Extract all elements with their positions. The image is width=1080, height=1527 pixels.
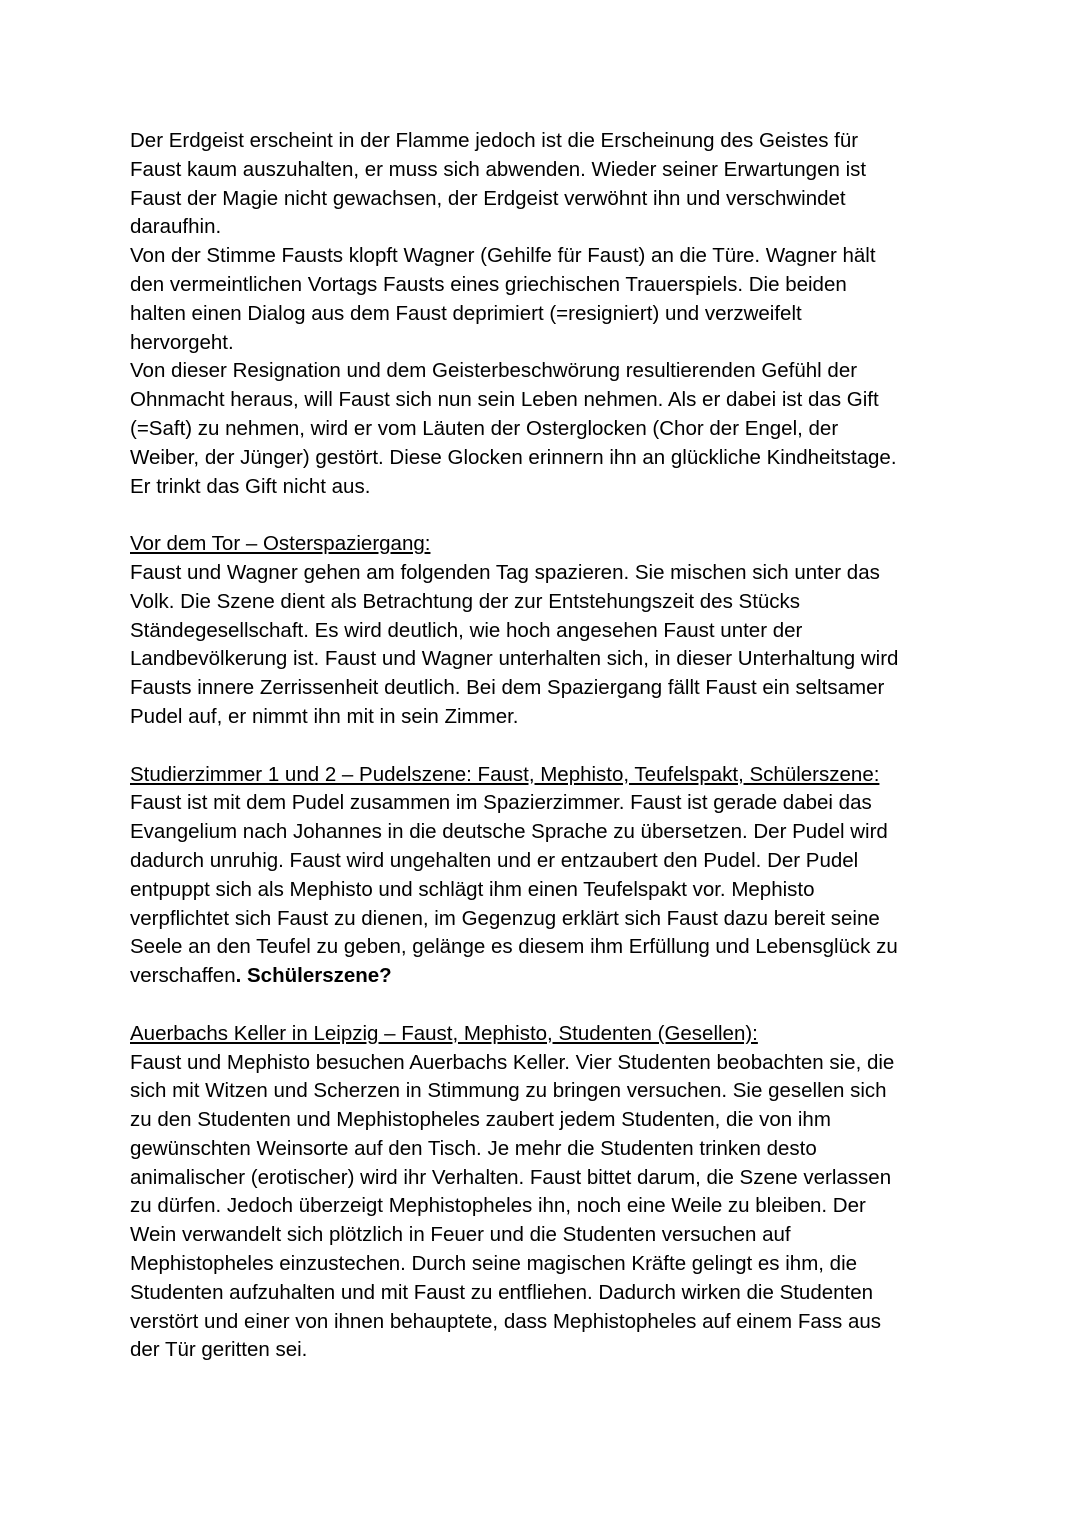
text-line: Von der Stimme Fausts klopft Wagner (Gehilfe für Faust) an die Türe. Wagner hält — [130, 244, 876, 268]
paragraph-spacer — [130, 501, 960, 530]
text-line: Fausts innere Zerrissenheit deutlich. Bei dem Spaziergang fällt Faust ein seltsamer — [130, 676, 885, 700]
text-bold-note: . Schülerszene? — [235, 964, 392, 988]
text-line: den vermeintlichen Vortags Fausts eines griechischen Trauerspiels. Die beiden — [130, 272, 847, 296]
text-line: Von dieser Resignation und dem Geisterbeschwörung resultierenden Gefühl der — [130, 359, 858, 383]
text-line: Faust kaum auszuhalten, er muss sich abwenden. Wieder seiner Erwartungen ist — [130, 157, 867, 181]
text-line: Der Erdgeist erscheint in der Flamme jedoch ist die Erscheinung des Geistes für — [130, 129, 859, 152]
text-line: hervorgeht. — [130, 330, 234, 354]
text-line: Ohnmacht heraus, will Faust sich nun sein Leben nehmen. Als er dabei ist das Gift — [130, 388, 879, 412]
text-line: Faust und Mephisto besuchen Auerbachs Keller. Vier Studenten beobachten sie, die — [130, 1050, 895, 1074]
text-line: Studenten aufzuhalten und mit Faust zu entfliehen. Dadurch wirken die Studenten — [130, 1280, 874, 1304]
text-line: zu dürfen. Jedoch überzeigt Mephistopheles ihn, noch eine Weile zu bleiben. Der — [130, 1194, 866, 1218]
text-line: Ständegesellschaft. Es wird deutlich, wie hoch angesehen Faust unter der — [130, 618, 803, 642]
text-line: verpflichtet sich Faust zu dienen, im Gegenzug erklärt sich Faust dazu bereit seine — [130, 906, 880, 930]
text-plain: verschaffen — [130, 964, 236, 988]
text-line: Pudel auf, er nimmt ihn mit in sein Zimmer. — [130, 704, 519, 728]
text-line: Seele an den Teufel zu geben, gelänge es diesem ihm Erfüllung und Lebensglück zu — [130, 935, 898, 959]
text-line: Faust der Magie nicht gewachsen, der Erdgeist verwöhnt ihn und verschwindet — [130, 186, 846, 210]
text-line: Faust und Wagner gehen am folgenden Tag spazieren. Sie mischen sich unter das — [130, 560, 880, 584]
text-line: daraufhin. — [130, 215, 222, 239]
text-line: Mephistopheles einzustechen. Durch seine magischen Kräfte gelingt es ihm, die — [130, 1252, 858, 1276]
text-line: dadurch unruhig. Faust wird ungehalten und er entzaubert den Pudel. Der Pudel — [130, 848, 859, 872]
section-heading: Studierzimmer 1 und 2 – Pudelszene: Faust, Mephisto, Teufelspakt, Schülerszene: — [130, 762, 880, 786]
section-vor-dem-tor — [130, 530, 960, 732]
text-line: Weiber, der Jünger) gestört. Diese Glocken erinnern ihn an glückliche Kindheitstage. — [130, 445, 897, 469]
document-body — [130, 127, 960, 1365]
section-heading: Auerbachs Keller in Leipzig – Faust, Mephisto, Studenten (Gesellen): — [130, 1021, 758, 1045]
text-line: entpuppt sich als Mephisto und schlägt ihm einen Teufelspakt vor. Mephisto — [130, 877, 815, 901]
text-line: Er trinkt das Gift nicht aus. — [130, 474, 371, 498]
section-auerbachs-keller — [130, 1020, 960, 1366]
paragraph-spacer — [130, 991, 960, 1020]
text-line: (=Saft) zu nehmen, wird er vom Läuten der Osterglocken (Chor der Engel, der — [130, 416, 839, 440]
section-heading: Vor dem Tor – Osterspaziergang: — [130, 532, 431, 556]
text-line: sich mit Witzen und Scherzen in Stimmung zu bringen versuchen. Sie gesellen sich — [130, 1079, 887, 1103]
text-line: der Tür geritten sei. — [130, 1338, 308, 1362]
text-line: gewünschten Weinsorte auf den Tisch. Je mehr die Studenten trinken desto — [130, 1136, 817, 1160]
text-line: verstört und einer von ihnen behauptete, dass Mephistopheles auf einem Fass aus — [130, 1309, 881, 1333]
paragraph-spacer — [130, 732, 960, 761]
text-line — [130, 962, 960, 991]
text-line: Faust ist mit dem Pudel zusammen im Spazierzimmer. Faust ist gerade dabei das — [130, 791, 872, 815]
text-line: Landbevölkerung ist. Faust und Wagner unterhalten sich, in dieser Unterhaltung wird — [130, 647, 899, 671]
text-line: Evangelium nach Johannes in die deutsche Sprache zu übersetzen. Der Pudel wird — [130, 820, 888, 844]
text-line: zu den Studenten und Mephistopheles zaubert jedem Studenten, die von ihm — [130, 1108, 831, 1132]
text-line: Volk. Die Szene dient als Betrachtung der zur Entstehungszeit des Stücks — [130, 589, 801, 613]
section-studierzimmer — [130, 761, 960, 991]
text-line: Wein verwandelt sich plötzlich in Feuer und die Studenten versuchen auf — [130, 1223, 791, 1247]
text-line: halten einen Dialog aus dem Faust deprimiert (=resigniert) und verzweifelt — [130, 301, 802, 325]
section-erdgeist — [130, 127, 960, 501]
text-line: animalischer (erotischer) wird ihr Verhalten. Faust bittet darum, die Szene verlassen — [130, 1165, 892, 1189]
